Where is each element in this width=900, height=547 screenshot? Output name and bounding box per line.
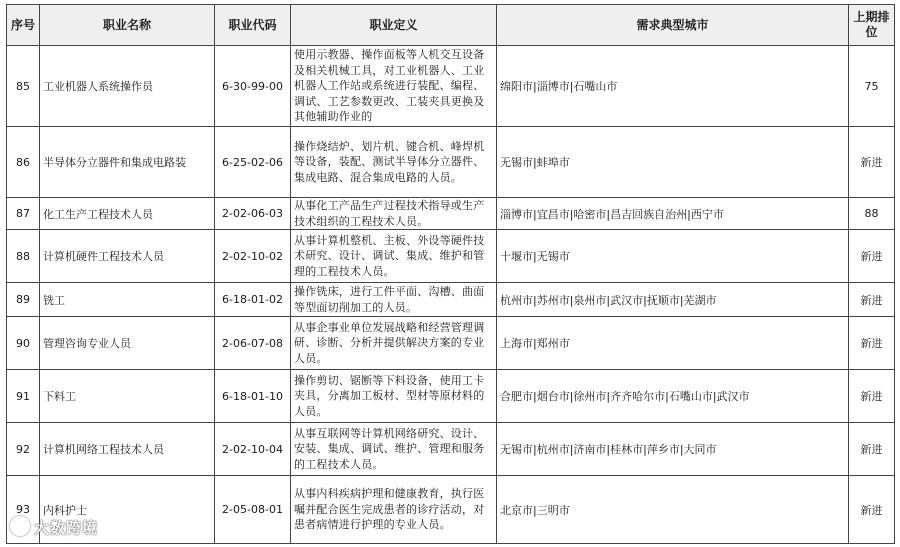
cell-occupation-definition: 使用示教器、操作面板等人机交互设备及相关机械工具，对工业机器人、工业机器人工作站或系统进行装配、编程、调试、工艺参数更改、工装夹具更换及其他辅助作业的 [291,46,497,127]
table-header-row [7,5,895,46]
cell-typical-cities: 杭州市|苏州市|泉州市|武汉市|抚顺市|芜湖市 [497,283,849,317]
header-occupation-definition: 职业定义 [291,5,497,46]
cell-typical-cities: 合肥市|烟台市|徐州市|齐齐哈尔市|石嘴山市|武汉市 [497,370,849,423]
cell-occupation-code: 2-02-06-03 [215,198,291,230]
table-row [7,423,895,476]
cell-previous-rank: 新进 [849,127,895,198]
table-row [7,230,895,283]
cell-serial-number: 91 [7,370,40,423]
cell-occupation-code: 2-06-07-08 [215,317,291,370]
cell-occupation-code: 6-18-01-10 [215,370,291,423]
cell-occupation-definition: 操作剪切、锯断等下料设备，使用工卡夹具，分离加工板材、型材等原材料的人员。 [291,370,497,423]
cell-occupation-definition: 操作烧结炉、划片机、键合机、峰焊机等设备，装配、测试半导体分立器件、集成电路、混合集成电路的人员。 [291,127,497,198]
cell-typical-cities: 无锡市|杭州市|济南市|桂林市|萍乡市|大同市 [497,423,849,476]
cell-typical-cities: 淄博市|宜昌市|哈密市|昌吉回族自治州|西宁市 [497,198,849,230]
cell-occupation-code: 6-30-99-00 [215,46,291,127]
cell-occupation-definition: 从事化工产品生产过程技术指导或生产技术组织的工程技术人员。 [291,198,497,230]
cell-serial-number: 89 [7,283,40,317]
cell-occupation-code: 2-05-08-01 [215,476,291,544]
cell-occupation-code: 2-02-10-04 [215,423,291,476]
header-serial-number: 序号 [7,5,40,46]
cell-occupation-definition: 操作铣床，进行工件平面、沟槽、曲面等型面切削加工的人员。 [291,283,497,317]
cell-occupation-definition: 从事企事业单位发展战略和经营管理调研、诊断、分析并提供解决方案的专业人员。 [291,317,497,370]
header-typical-cities: 需求典型城市 [497,5,849,46]
cell-previous-rank: 88 [849,198,895,230]
cell-previous-rank: 75 [849,46,895,127]
cell-serial-number: 86 [7,127,40,198]
cell-previous-rank: 新进 [849,317,895,370]
cell-previous-rank: 新进 [849,423,895,476]
cell-occupation-definition: 从事计算机整机、主板、外设等硬件技术研究、设计、调试、集成、维护和管理的工程技术人员。 [291,230,497,283]
watermark [10,516,98,538]
table-row [7,283,895,317]
cell-serial-number: 88 [7,230,40,283]
cell-typical-cities: 北京市|三明市 [497,476,849,544]
cell-occupation-name: 工业机器人系统操作员 [40,46,215,127]
cell-previous-rank: 新进 [849,476,895,544]
cell-previous-rank: 新进 [849,370,895,423]
header-previous-rank: 上期排位 [849,5,895,46]
cell-typical-cities: 上海市|郑州市 [497,317,849,370]
cell-serial-number: 85 [7,46,40,127]
header-occupation-code: 职业代码 [215,5,291,46]
cell-occupation-name: 内科护士 [40,476,215,544]
cell-serial-number: 92 [7,423,40,476]
cell-occupation-code: 6-18-01-02 [215,283,291,317]
cell-typical-cities: 无锡市|蚌埠市 [497,127,849,198]
cell-occupation-name: 计算机网络工程技术人员 [40,423,215,476]
cell-occupation-name: 铣工 [40,283,215,317]
table-row [7,476,895,544]
cell-occupation-name: 半导体分立器件和集成电路装 [40,127,215,198]
cell-occupation-definition: 从事内科疾病护理和健康教育，执行医嘱并配合医生完成患者的诊疗活动，对患者病情进行护理的专业人员。 [291,476,497,544]
cell-serial-number: 87 [7,198,40,230]
cell-serial-number: 90 [7,317,40,370]
cell-previous-rank: 新进 [849,283,895,317]
cell-occupation-code: 6-25-02-06 [215,127,291,198]
cell-serial-number: 93 [7,476,40,544]
cell-occupation-name: 下料工 [40,370,215,423]
cell-occupation-name: 化工生产工程技术人员 [40,198,215,230]
cell-typical-cities: 绵阳市|淄博市|石嘴山市 [497,46,849,127]
cell-occupation-name: 计算机硬件工程技术人员 [40,230,215,283]
watermark-text: 大数跨境 [34,519,99,537]
table-row [7,127,895,198]
table-row [7,46,895,127]
cell-typical-cities: 十堰市|无锡市 [497,230,849,283]
table-row [7,198,895,230]
header-occupation-name: 职业名称 [40,5,215,46]
cell-occupation-name: 管理咨询专业人员 [40,317,215,370]
cell-previous-rank: 新进 [849,230,895,283]
cell-occupation-code: 2-02-10-02 [215,230,291,283]
occupation-table [6,4,895,544]
watermark-logo-icon [10,516,30,536]
cell-occupation-definition: 从事互联网等计算机网络研究、设计、安装、集成、调试、维护、管理和服务的工程技术人员。 [291,423,497,476]
table-row [7,317,895,370]
table-row [7,370,895,423]
